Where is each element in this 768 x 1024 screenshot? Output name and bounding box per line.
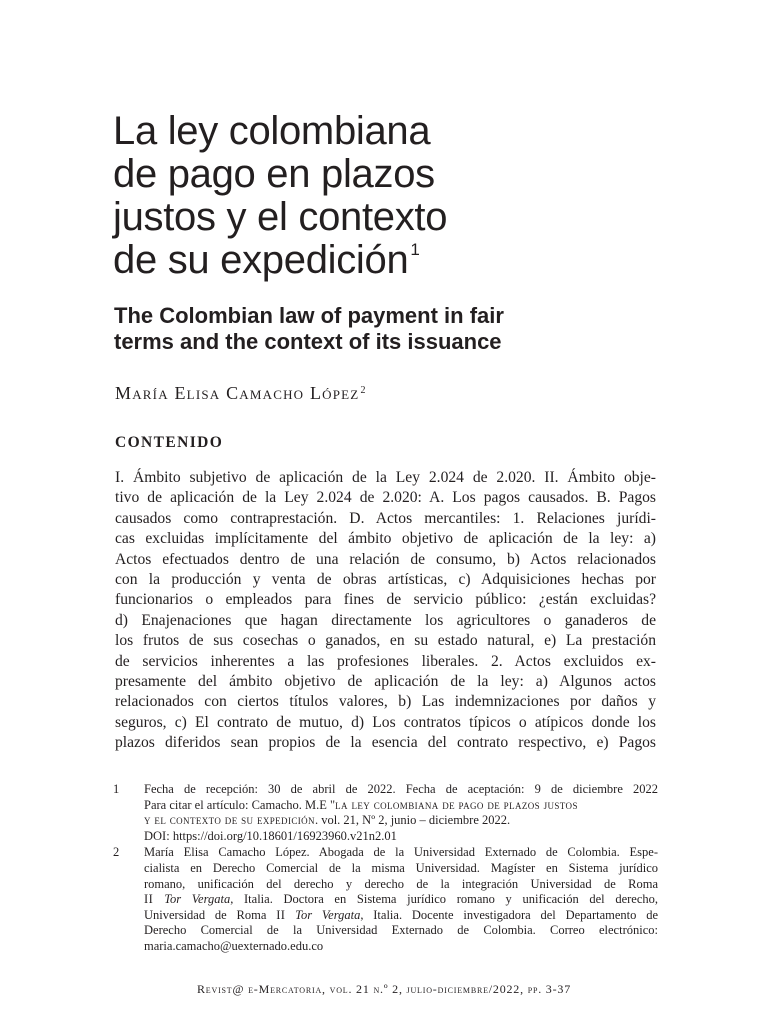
subtitle-line: The Colombian law of payment in fair xyxy=(114,303,504,328)
contents-line: los frutos de sus cosechas o ganados, en su estado natural, e) La prestación xyxy=(115,632,656,650)
footnote-line xyxy=(144,798,658,814)
contents-line: seguros, c) El contrato de mutuo, d) Los contratos típicos o atípicos donde los xyxy=(115,713,656,731)
author-byline xyxy=(115,383,367,404)
footnote-number: 2 xyxy=(113,845,120,860)
contents-line: de servicios inherentes a las profesiones liberales. 2. Actos excluidos ex- xyxy=(115,652,656,670)
contents-line: presamente del ámbito objetivo de aplicación de la ley: a) Algunos actos xyxy=(115,673,656,691)
footnote-line: Derecho Comercial de la Universidad Externado de Colombia. Correo electrónico: xyxy=(144,923,658,938)
footnote-text xyxy=(285,908,295,922)
footnote-text: Universidad de Roma xyxy=(144,907,277,922)
author-footnote-ref[interactable]: 2 xyxy=(360,385,367,396)
contents-line: con la producción y venta de obras artísticas, c) Adquisiciones hechas por xyxy=(115,571,656,589)
footnote-line: María Elisa Camacho López. Abogada de la Universidad Externado de Colombia. Espe- xyxy=(144,845,658,860)
citation-suffix: . vol. 21, Nº 2, junio – diciembre 2022. xyxy=(314,813,511,828)
contents-line: Actos efectuados dentro de una relación de consumo, b) Actos relacionados xyxy=(115,550,656,568)
university-name: Tor Vergata xyxy=(164,892,231,907)
citation-title: y el contexto de su expedición xyxy=(144,813,315,828)
footnote-line xyxy=(144,892,658,908)
title-footnote-ref[interactable]: 1 xyxy=(410,240,420,259)
footnote-text: , Italia. Docente investigadora del Departamento de xyxy=(360,907,658,922)
footnote-line: romano, unificación del derecho y derecho de la integración Universidad de Roma xyxy=(144,876,658,891)
article-title xyxy=(113,110,673,289)
citation-title: la ley colombiana de pago de plazos justos xyxy=(335,797,578,812)
article-subtitle xyxy=(114,303,674,355)
roman-numeral: II xyxy=(144,892,165,907)
title-line xyxy=(113,239,673,289)
email-link[interactable]: maria.camacho@uexternado.edu.co xyxy=(144,938,324,953)
contents-line: cas excluidas implícitamente del ámbito objetivo de aplicación de la ley: a) xyxy=(115,530,656,548)
title-line: La ley colombiana xyxy=(113,109,431,153)
contents-line: d) Enajenaciones que hagan directamente los agricultores o ganaderos de xyxy=(115,611,656,629)
contents-line: causados como contraprestación. D. Actos mercantiles: 1. Relaciones jurídi- xyxy=(115,509,656,527)
university-name: Tor Vergata xyxy=(295,907,361,922)
roman-numeral: II xyxy=(276,907,286,922)
contents-line: plazos diferidos sean propios de la esencia del contrato respectivo, e) Pagos xyxy=(115,734,656,752)
footnote-line: cialista en Derecho Comercial de la misma Universidad. Magíster en Sistema jurídico xyxy=(144,860,658,875)
footnote-2 xyxy=(113,845,658,954)
footnotes xyxy=(113,782,658,956)
footnote-1 xyxy=(113,782,658,844)
contents-line: relacionados con ciertos títulos valores, b) Las indemnizaciones por daños y xyxy=(115,693,656,711)
contents-line: I. Ámbito subjetivo de aplicación de la Ley 2.024 de 2.020. II. Ámbito obje- xyxy=(115,469,656,486)
footnote-number: 1 xyxy=(113,782,120,796)
title-line: de pago en plazos xyxy=(113,152,435,196)
footnote-line xyxy=(144,813,658,829)
footnote-line xyxy=(144,908,658,924)
contents-heading: CONTENIDO xyxy=(115,434,224,451)
author-name: María Elisa Camacho López xyxy=(115,383,360,403)
subtitle-line: terms and the context of its issuance xyxy=(114,329,502,354)
citation-prefix: Para citar el artículo: Camacho. M.E " xyxy=(144,797,336,812)
title-line: justos y el contexto xyxy=(113,195,448,239)
doi-link[interactable]: DOI: https://doi.org/10.18601/16923960.v21n2.01 xyxy=(144,828,397,843)
contents-paragraph xyxy=(115,468,656,754)
running-footer: Revist@ e-Mercatoria, vol. 21 n.º 2, julio-diciembre/2022, pp. 3-37 xyxy=(197,982,571,996)
footnote-line: Fecha de recepción: 30 de abril de 2022. Fecha de aceptación: 9 de diciembre 2022 xyxy=(144,782,658,796)
contents-line: tivo de aplicación de la Ley 2.024 de 2.020: A. Los pagos causados. B. Pagos xyxy=(115,489,656,507)
footnote-text: , Italia. Doctora en Sistema jurídico romano y unificación del derecho, xyxy=(230,892,658,907)
contents-line: funcionarios o empleados para fines de servicio público: ¿están excluidas? xyxy=(115,591,656,609)
title-line-text: de su expedición xyxy=(113,238,409,282)
